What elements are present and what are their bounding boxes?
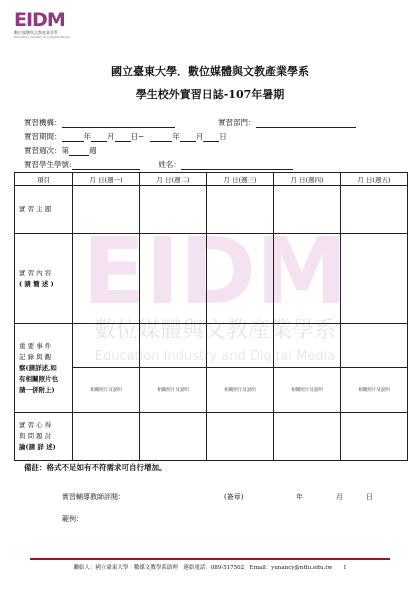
signature-label: (簽章)	[224, 493, 244, 501]
week-field	[24, 145, 97, 156]
row-label-content-line2: ( 請 簡 述 )	[19, 279, 54, 288]
review-month-unit: 月	[336, 493, 343, 501]
dept-field	[218, 117, 356, 128]
period-year1-unit: 年	[83, 132, 91, 141]
record-line3: 察(請詳述,如	[19, 363, 57, 372]
watermark-en: Education Industry and Digital Media	[94, 349, 336, 364]
header-friday: 月 日(週五)	[341, 173, 408, 186]
cell-content-fri[interactable]	[341, 234, 408, 324]
header-item: 項目	[15, 173, 73, 186]
period-day2-unit: 日	[219, 132, 227, 141]
logo-subtitle-en: Education Industry and Digital Media	[14, 35, 70, 39]
table-row-record	[15, 324, 408, 368]
journal-table	[14, 172, 408, 461]
cell-record-tue[interactable]	[140, 324, 207, 368]
period-year2-blank[interactable]	[150, 134, 172, 142]
name-blank[interactable]	[181, 162, 293, 170]
watermark-cn: 數位媒體與文教產業學系	[93, 318, 337, 343]
cell-record-mon[interactable]	[73, 324, 140, 368]
table-row-reflection	[15, 413, 408, 461]
period-field	[24, 131, 227, 142]
week-unit: 週	[89, 146, 97, 155]
row-label-reflection	[15, 413, 73, 461]
advisor-review-label: 實習輔導教師評閱：	[62, 493, 125, 501]
student-id-label: 實習學生學號:	[24, 160, 72, 169]
document-title: 國立臺東大學．數位媒體與文教產業學系	[111, 65, 309, 78]
footer-contact: 聯絡人：國立臺東大學‧數媒文教學系助理 連絡電話：089-517502 Email：yunancy@nttu.edu.tw 1	[73, 565, 347, 571]
document-subtitle: 學生校外實習日誌-107年暑期	[135, 88, 285, 101]
cell-reflect-fri[interactable]	[341, 413, 408, 461]
photo-caption-fri[interactable]: 相關照片及說明	[341, 368, 408, 413]
cell-content-tue[interactable]	[140, 234, 207, 324]
period-month2-blank[interactable]	[180, 134, 196, 142]
photo-caption-tue[interactable]: 相關照片及說明	[140, 368, 207, 413]
row-label-content-line1: 實 習 內 容	[19, 268, 52, 277]
example-label: 範例：	[62, 515, 83, 523]
period-label: 實習期間：	[24, 132, 62, 141]
cell-theme-mon[interactable]	[73, 186, 140, 234]
week-label: 實習週次：第	[24, 146, 69, 155]
cell-content-mon[interactable]	[73, 234, 140, 324]
dept-label: 實習部門：	[218, 118, 256, 127]
review-day-unit: 日	[366, 493, 373, 501]
week-blank[interactable]	[69, 148, 89, 156]
row-label-theme: 實 習 主 題	[15, 186, 73, 234]
logo-mark: EIDM	[14, 9, 65, 31]
photo-caption-wed[interactable]: 相關照片及說明	[207, 368, 274, 413]
photo-caption-thu[interactable]: 相關照片及說明	[274, 368, 341, 413]
cell-theme-tue[interactable]	[140, 186, 207, 234]
cell-content-thu[interactable]	[274, 234, 341, 324]
cell-reflect-mon[interactable]	[73, 413, 140, 461]
cell-reflect-tue[interactable]	[140, 413, 207, 461]
table-row-photo	[15, 368, 408, 413]
cell-theme-fri[interactable]	[341, 186, 408, 234]
logo-subtitle: 數位媒體與文教產業學系	[14, 30, 58, 35]
name-label: 姓名：	[158, 160, 181, 169]
org-field	[24, 117, 175, 128]
cell-reflect-wed[interactable]	[207, 413, 274, 461]
record-line4: 有相關照片也	[19, 374, 58, 383]
table-row-theme	[15, 186, 408, 234]
photo-caption-mon[interactable]: 相關照片及說明	[73, 368, 140, 413]
header-monday: 月 日(週一)	[73, 173, 140, 186]
cell-reflect-thu[interactable]	[274, 413, 341, 461]
cell-theme-wed[interactable]	[207, 186, 274, 234]
period-year1-blank[interactable]	[62, 134, 84, 142]
table-row-content	[15, 234, 408, 324]
row-label-record	[15, 324, 73, 413]
footer-rule	[30, 558, 390, 560]
header-thursday: 月 日(週四)	[274, 173, 341, 186]
record-line5: 請一併附上)	[19, 385, 55, 394]
header-tuesday: 月 日(週二)	[140, 173, 207, 186]
dept-blank[interactable]	[256, 120, 356, 128]
reflect-line1: 實 習 心 得	[19, 421, 52, 429]
record-line2: 記 錄 與 觀	[19, 352, 52, 361]
period-day2-blank[interactable]	[203, 134, 219, 142]
record-line1: 重 要 事 件	[19, 341, 52, 350]
row-label-content	[15, 234, 73, 324]
cell-content-wed[interactable]	[207, 234, 274, 324]
period-year2-unit: 年	[172, 132, 180, 141]
cell-record-thu[interactable]	[274, 324, 341, 368]
review-year-unit: 年	[296, 493, 303, 501]
org-blank[interactable]	[62, 120, 175, 128]
student-id-field	[24, 159, 293, 170]
department-logo	[14, 10, 74, 44]
period-month1-blank[interactable]	[91, 134, 107, 142]
period-day1-unit: 日~	[130, 132, 145, 141]
watermark-mark: EIDM	[82, 225, 348, 325]
student-id-blank[interactable]	[72, 162, 140, 170]
period-month1-unit: 月	[107, 132, 115, 141]
reflect-line2: 與 問 題 討	[19, 432, 52, 440]
cell-theme-thu[interactable]	[274, 186, 341, 234]
table-header-row	[15, 173, 408, 186]
period-day1-blank[interactable]	[115, 134, 131, 142]
header-wednesday: 月 日(週三)	[207, 173, 274, 186]
org-label: 實習機構：	[24, 118, 62, 127]
period-month2-unit: 月	[195, 132, 204, 141]
cell-record-wed[interactable]	[207, 324, 274, 368]
reflect-line3: 論(請 詳 述)	[19, 443, 56, 451]
cell-record-fri[interactable]	[341, 324, 408, 368]
note: 備註：格式不足如有不符需求可自行增加。	[24, 463, 167, 472]
